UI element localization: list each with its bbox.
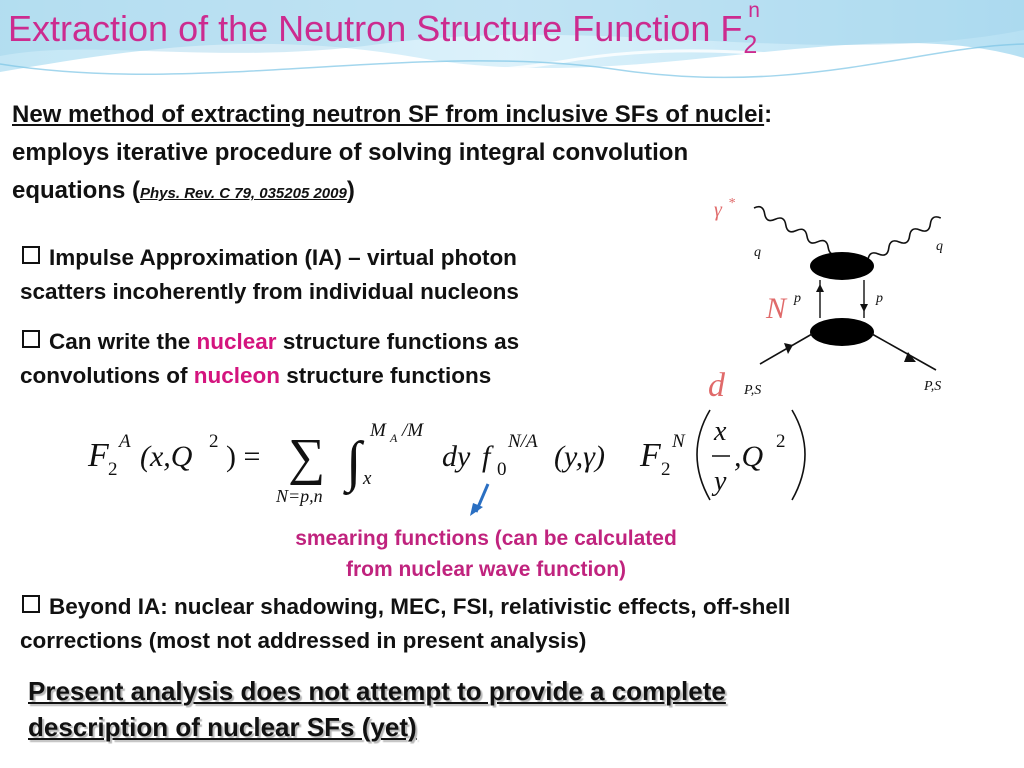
upper-blob bbox=[810, 252, 874, 280]
smearing-arrowhead bbox=[470, 503, 483, 516]
bullet-convolutions: Can write the nuclear structure functions as convolutions of nucleon structure functions bbox=[20, 329, 520, 388]
svg-text:(y,γ): (y,γ) bbox=[554, 440, 605, 473]
svg-text:A: A bbox=[390, 431, 398, 445]
highlight-nucleon: nucleon bbox=[193, 363, 281, 388]
nucleon-label: N bbox=[766, 292, 787, 325]
photon-line-in bbox=[752, 204, 841, 256]
svg-text:2: 2 bbox=[661, 459, 671, 480]
svg-text:*: * bbox=[728, 196, 735, 211]
svg-text:F: F bbox=[640, 437, 661, 474]
svg-text:2: 2 bbox=[108, 459, 118, 480]
svg-text:M: M bbox=[370, 420, 386, 441]
intro-paragraph: New method of extracting neutron SF from inclusive SFs of nuclei: employs iterative procedure of solving integral convolution equations (Phys. Rev. C 79, 035205 2009) bbox=[12, 101, 773, 204]
svg-text:/M: /M bbox=[402, 420, 424, 441]
svg-text:2: 2 bbox=[776, 431, 786, 452]
svg-text:q: q bbox=[936, 239, 943, 254]
feynman-diagram bbox=[700, 192, 990, 402]
svg-text:P,S: P,S bbox=[924, 379, 942, 394]
svg-text:) =: ) = bbox=[226, 440, 261, 473]
title-subscript: 2 bbox=[743, 31, 758, 59]
svg-text:q: q bbox=[754, 245, 761, 260]
svg-text:A: A bbox=[119, 431, 131, 452]
svg-text:∑: ∑ bbox=[288, 429, 326, 486]
svg-text:∫: ∫ bbox=[346, 431, 362, 493]
photon-line-out bbox=[866, 215, 943, 264]
bullet-beyond-ia: Beyond IA: nuclear shadowing, MEC, FSI, relativistic effects, off-shell corrections (most not addressed in present analysis) bbox=[20, 594, 791, 653]
svg-text:N=p,n: N=p,n bbox=[276, 486, 323, 506]
svg-text:p: p bbox=[794, 291, 801, 306]
svg-text:y: y bbox=[714, 466, 727, 497]
svg-text:2: 2 bbox=[209, 431, 219, 452]
deuteron-label: d bbox=[708, 367, 725, 402]
slide-title: Extraction of the Neutron Structure Function $F_2^n$ bbox=[8, 0, 760, 59]
title-superscript: n bbox=[748, 0, 760, 22]
reference-citation: Phys. Rev. C 79, 035205 2009 bbox=[140, 185, 347, 202]
gamma-label: γ bbox=[714, 199, 722, 221]
convolution-equation bbox=[84, 404, 824, 516]
bullet-impulse-approximation: Impulse Approximation (IA) – virtual photon scatters incoherently from individual nucleons bbox=[20, 245, 519, 304]
highlight-nuclear: nuclear bbox=[196, 329, 277, 354]
svg-text:0: 0 bbox=[497, 459, 507, 480]
lower-blob bbox=[810, 318, 874, 346]
smearing-note: smearing functions (can be calculated from nuclear wave function) bbox=[295, 527, 677, 581]
svg-text:(x,Q: (x,Q bbox=[140, 440, 193, 473]
checkbox-bullet-icon bbox=[22, 330, 40, 348]
svg-text:N/A: N/A bbox=[508, 431, 538, 452]
svg-text:f: f bbox=[482, 440, 491, 473]
svg-text:P,S: P,S bbox=[744, 383, 762, 398]
svg-text:,Q: ,Q bbox=[734, 440, 764, 473]
svg-text:dy: dy bbox=[442, 440, 471, 473]
checkbox-bullet-icon bbox=[22, 246, 40, 264]
svg-text:x: x bbox=[714, 416, 727, 447]
checkbox-bullet-icon bbox=[22, 595, 40, 613]
svg-text:p: p bbox=[876, 291, 883, 306]
conclusion-statement: Present analysis does not attempt to provide a complete description of nuclear SFs (yet) bbox=[28, 676, 726, 742]
intro-heading: New method of extracting neutron SF from inclusive SFs of nuclei bbox=[12, 101, 765, 128]
svg-text:F: F bbox=[88, 437, 109, 474]
svg-text:N: N bbox=[672, 431, 685, 452]
svg-text:x: x bbox=[363, 468, 372, 489]
intro-line-2: employs iterative procedure of solving integral convolution bbox=[12, 139, 689, 166]
